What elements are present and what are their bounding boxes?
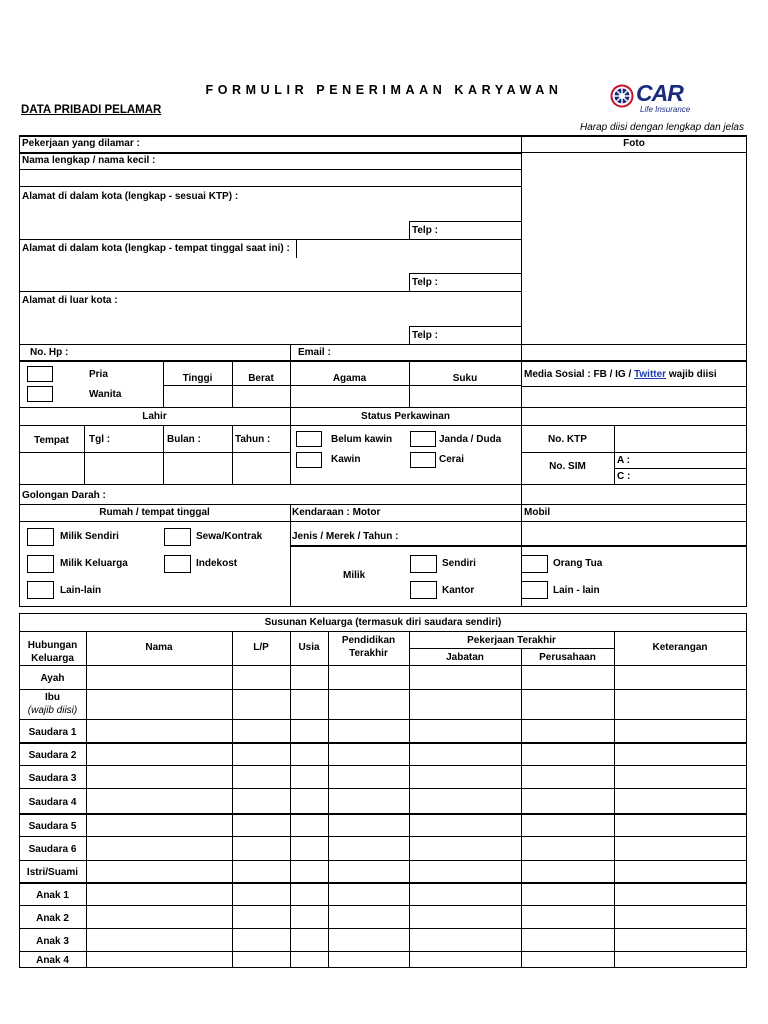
table-row[interactable] bbox=[20, 952, 746, 967]
checkbox-lain-lain-2[interactable] bbox=[521, 581, 548, 599]
label-tempat: Tempat bbox=[34, 435, 69, 446]
label-kantor: Kantor bbox=[442, 585, 475, 596]
grid-line bbox=[746, 135, 747, 607]
checkbox-janda-duda[interactable] bbox=[410, 431, 436, 447]
grid-line bbox=[19, 452, 291, 453]
col-usia: Usia bbox=[298, 642, 320, 653]
grid-line bbox=[296, 240, 297, 258]
label-kawin: Kawin bbox=[331, 454, 361, 465]
checkbox-belum-kawin[interactable] bbox=[296, 431, 322, 447]
label-alamat-tinggal: Alamat di dalam kota (lengkap - tempat tinggal saat ini) : bbox=[22, 243, 290, 254]
col-jabatan: Jabatan bbox=[446, 652, 484, 663]
checkbox-pria[interactable] bbox=[27, 366, 53, 382]
label-alamat-luar: Alamat di luar kota : bbox=[22, 295, 118, 306]
label-milik: Milik bbox=[343, 570, 366, 581]
checkbox-milik-sendiri[interactable] bbox=[27, 528, 54, 546]
grid-line bbox=[290, 344, 291, 360]
label-agama: Agama bbox=[332, 373, 367, 384]
grid-line bbox=[614, 425, 615, 485]
checkbox-kantor[interactable] bbox=[410, 581, 437, 599]
table-row[interactable] bbox=[20, 814, 746, 836]
col-keterangan: Keterangan bbox=[652, 642, 708, 653]
row-label: Ibu bbox=[45, 692, 60, 703]
checkbox-lain-lain[interactable] bbox=[27, 581, 54, 599]
label-milik-keluarga: Milik Keluarga bbox=[60, 558, 128, 569]
table-row[interactable] bbox=[20, 666, 746, 689]
label-telp-1: Telp : bbox=[412, 225, 438, 236]
grid-line bbox=[19, 521, 747, 522]
row-label: Saudara 1 bbox=[28, 727, 77, 738]
label-foto: Foto bbox=[623, 138, 645, 149]
table-row[interactable] bbox=[20, 906, 746, 928]
table-row[interactable] bbox=[20, 720, 746, 742]
grid-line bbox=[19, 407, 747, 408]
grid-line bbox=[19, 967, 747, 968]
label-berat: Berat bbox=[248, 373, 274, 384]
grid-line bbox=[746, 613, 747, 968]
grid-line bbox=[409, 326, 522, 327]
label-pria: Pria bbox=[89, 369, 108, 380]
grid-line bbox=[409, 221, 410, 239]
row-label: Saudara 4 bbox=[28, 797, 77, 808]
label-sendiri: Sendiri bbox=[442, 558, 476, 569]
grid-line bbox=[19, 186, 522, 187]
grid-line bbox=[409, 273, 522, 274]
label-alamat-ktp: Alamat di dalam kota (lengkap - sesuai KTP) : bbox=[22, 191, 239, 202]
grid-line bbox=[290, 545, 747, 547]
table-row[interactable] bbox=[20, 883, 746, 905]
checkbox-sewa-kontrak[interactable] bbox=[164, 528, 191, 546]
label-no-sim: No. SIM bbox=[549, 461, 586, 472]
car-logo-icon bbox=[610, 84, 636, 110]
instruction-note: Harap diisi dengan lengkap dan jelas bbox=[579, 122, 744, 133]
label-cerai: Cerai bbox=[439, 454, 465, 465]
row-label: Saudara 3 bbox=[28, 773, 77, 784]
col-hubungan-1: Hubungan bbox=[27, 640, 78, 651]
label-tahun: Tahun : bbox=[235, 434, 271, 445]
label-jenis-merek: Jenis / Merek / Tahun : bbox=[292, 531, 399, 542]
checkbox-kawin[interactable] bbox=[296, 452, 322, 468]
checkbox-sendiri[interactable] bbox=[410, 555, 437, 573]
label-sim-c: C : bbox=[617, 471, 631, 482]
logo-subtext: Life Insurance bbox=[640, 105, 691, 114]
grid-line bbox=[163, 385, 522, 386]
label-indekost: Indekost bbox=[196, 558, 238, 569]
grid-line bbox=[409, 648, 615, 649]
label-lahir: Lahir bbox=[142, 411, 167, 422]
logo-text: CAR bbox=[636, 80, 683, 106]
row-label: Anak 1 bbox=[36, 890, 69, 901]
label-no-hp: No. Hp : bbox=[30, 347, 69, 358]
grid-line bbox=[19, 239, 522, 240]
label-kendaraan-motor: Kendaraan : Motor bbox=[292, 507, 381, 518]
grid-line bbox=[521, 386, 747, 387]
grid-line bbox=[19, 504, 747, 505]
grid-line bbox=[232, 425, 233, 485]
table-row[interactable] bbox=[20, 690, 746, 719]
table-row[interactable] bbox=[20, 861, 746, 882]
grid-line bbox=[521, 452, 747, 453]
table-row[interactable] bbox=[20, 837, 746, 860]
grid-line bbox=[19, 606, 747, 607]
grid-line bbox=[163, 425, 164, 485]
col-pendidikan-1: Pendidikan bbox=[341, 635, 396, 646]
label-tgl: Tgl : bbox=[89, 434, 111, 445]
label-pekerjaan: Pekerjaan yang dilamar : bbox=[22, 138, 140, 149]
label-status-perkawinan: Status Perkawinan bbox=[361, 411, 450, 422]
row-label: Saudara 5 bbox=[28, 821, 77, 832]
grid-line bbox=[19, 291, 522, 292]
grid-line bbox=[19, 484, 747, 485]
label-suku: Suku bbox=[452, 373, 478, 384]
grid-line bbox=[84, 425, 85, 485]
grid-line bbox=[19, 344, 747, 345]
form-title: FORMULIR PENERIMAAN KARYAWAN bbox=[205, 83, 563, 97]
grid-line bbox=[19, 631, 747, 632]
grid-line bbox=[19, 135, 20, 607]
table-row[interactable] bbox=[20, 929, 746, 951]
label-belum-kawin: Belum kawin bbox=[331, 434, 393, 445]
label-milik-sendiri: Milik Sendiri bbox=[60, 531, 119, 542]
col-lp: L/P bbox=[253, 642, 269, 653]
grid-line bbox=[19, 613, 747, 614]
label-email: Email : bbox=[298, 347, 331, 358]
grid-line bbox=[290, 504, 291, 607]
link-twitter[interactable]: Twitter bbox=[634, 369, 667, 380]
photo-area[interactable] bbox=[522, 154, 746, 344]
family-table-title: Susunan Keluarga (termasuk diri saudara sendiri) bbox=[264, 617, 502, 628]
col-hubungan-2: Keluarga bbox=[31, 653, 74, 664]
col-pekerjaan-terakhir: Pekerjaan Terakhir bbox=[467, 635, 556, 646]
row-label: Anak 4 bbox=[36, 955, 69, 966]
col-pendidikan-2: Terakhir bbox=[349, 648, 388, 659]
label-rumah: Rumah / tempat tinggal bbox=[99, 507, 210, 518]
label-no-ktp: No. KTP bbox=[548, 434, 587, 445]
row-label: Anak 3 bbox=[36, 936, 69, 947]
label-sim-a: A : bbox=[617, 455, 630, 466]
checkbox-orang-tua[interactable] bbox=[521, 555, 548, 573]
row-label: Saudara 6 bbox=[28, 844, 77, 855]
row-label: Anak 2 bbox=[36, 913, 69, 924]
row-label: Saudara 2 bbox=[28, 750, 77, 761]
label-lain-lain: Lain-lain bbox=[60, 585, 102, 596]
table-row[interactable] bbox=[20, 789, 746, 813]
col-nama: Nama bbox=[145, 642, 173, 653]
label-telp-2: Telp : bbox=[412, 277, 438, 288]
section-title-data-pribadi: DATA PRIBADI PELAMAR bbox=[21, 104, 162, 116]
grid-line bbox=[19, 135, 747, 137]
row-note-wajib-diisi: (wajib diisi) bbox=[27, 705, 78, 716]
label-wanita: Wanita bbox=[89, 389, 122, 400]
company-logo bbox=[610, 80, 700, 118]
label-telp-3: Telp : bbox=[412, 330, 438, 341]
label-bulan: Bulan : bbox=[167, 434, 201, 445]
grid-line bbox=[614, 468, 747, 469]
checkbox-milik-keluarga[interactable] bbox=[27, 555, 54, 573]
label-golongan-darah: Golongan Darah : bbox=[22, 490, 106, 501]
label-nama: Nama lengkap / nama kecil : bbox=[22, 155, 156, 166]
checkbox-wanita[interactable] bbox=[27, 386, 53, 402]
grid-line bbox=[409, 273, 410, 291]
row-label: Istri/Suami bbox=[26, 867, 79, 878]
label-janda-duda: Janda / Duda bbox=[439, 434, 502, 445]
col-perusahaan: Perusahaan bbox=[539, 652, 596, 663]
row-label: Ayah bbox=[40, 673, 65, 684]
label-media-sosial: Media Sosial : FB / IG / Twitter wajib diisi bbox=[524, 369, 717, 380]
label-orang-tua: Orang Tua bbox=[553, 558, 603, 569]
label-mobil: Mobil bbox=[524, 507, 551, 518]
grid-line bbox=[19, 425, 747, 426]
nama-field[interactable] bbox=[20, 170, 521, 186]
grid-line bbox=[19, 152, 522, 154]
label-sewa-kontrak: Sewa/Kontrak bbox=[196, 531, 263, 542]
table-row[interactable] bbox=[20, 743, 746, 765]
label-lain-lain-2: Lain - lain bbox=[553, 585, 600, 596]
grid-line bbox=[409, 326, 410, 344]
checkbox-indekost[interactable] bbox=[164, 555, 191, 573]
checkbox-cerai[interactable] bbox=[410, 452, 436, 468]
label-tinggi: Tinggi bbox=[182, 373, 213, 384]
table-row[interactable] bbox=[20, 766, 746, 788]
grid-line bbox=[521, 152, 747, 153]
grid-line bbox=[19, 360, 747, 362]
grid-line bbox=[409, 221, 522, 222]
